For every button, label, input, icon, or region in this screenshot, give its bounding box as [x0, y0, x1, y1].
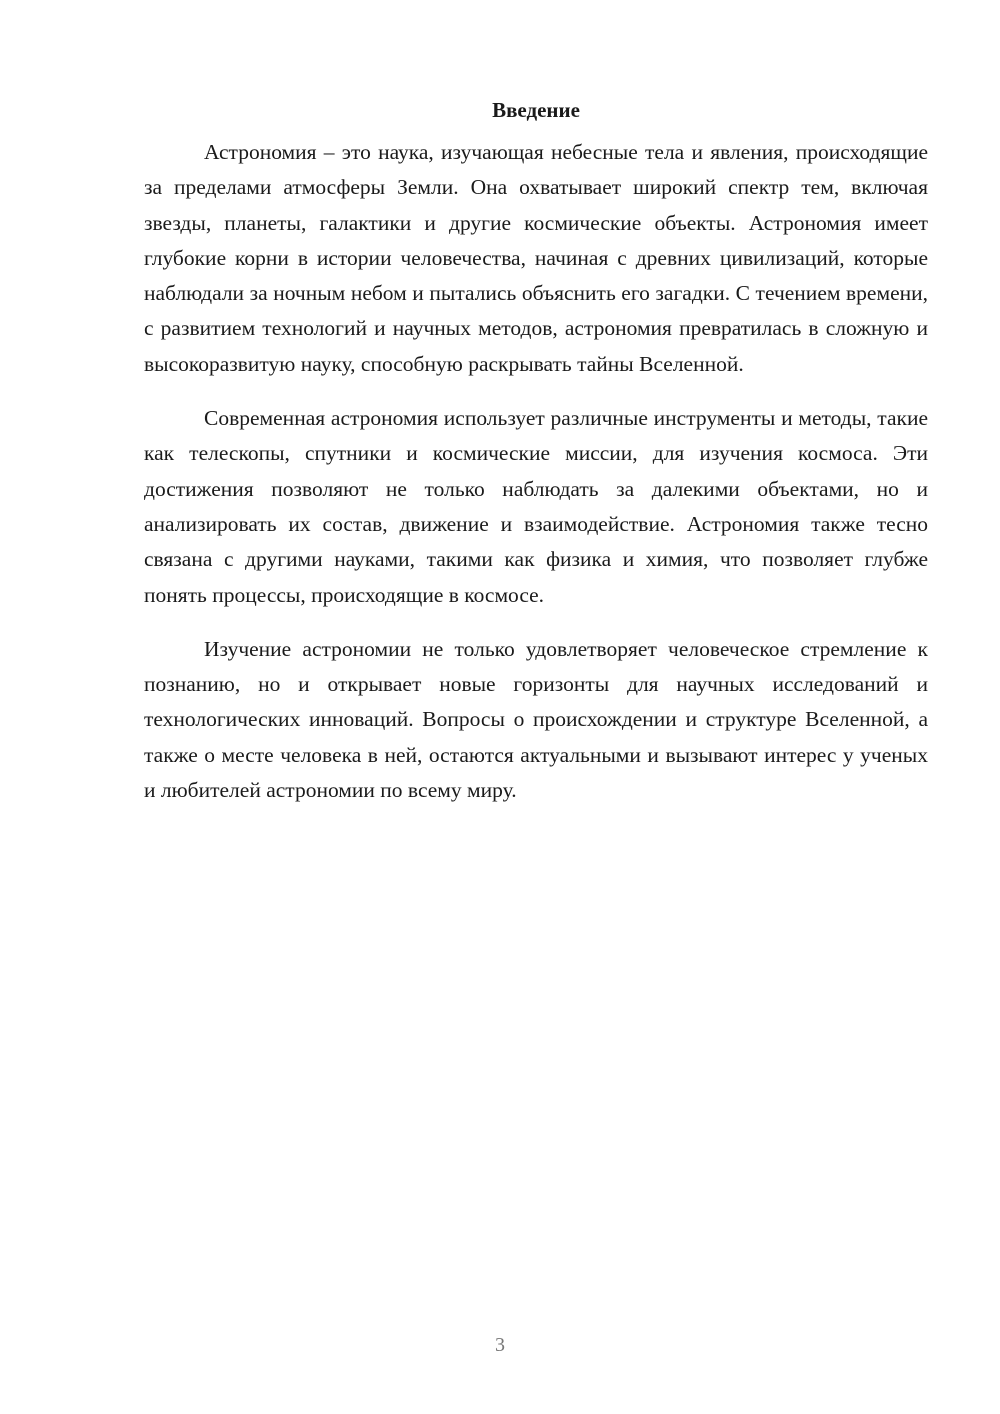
paragraph-1: Астрономия – это наука, изучающая небесные тела и явления, происходящие за пределами атмосферы Земли. Она охватывает широкий спектр тем, включая звезды, планеты, галактики и другие космические объекты. Астрономия имеет глубокие корни в истории человечества, начиная с древних цивилизаций, которые наблюдали за ночным небом и пытались объяснить его загадки. С течением времени, с развитием технологий и научных методов, астрономия превратилась в сложную и высокоразвитую науку, способную раскрывать тайны Вселенной.: [144, 140, 928, 376]
page-content: [144, 96, 928, 827]
paragraph-2: Современная астрономия использует различные инструменты и методы, такие как телескопы, спутники и космические миссии, для изучения космоса. Эти достижения позволяют не только наблюдать за далекими объектами, но и анализировать их состав, движение и взаимодействие. Астрономия также тесно связана с другими науками, такими как физика и химия, что позволяет глубже понять процессы, происходящие в космосе.: [144, 406, 928, 607]
section-title: Введение: [492, 98, 580, 122]
page-number: 3: [495, 1334, 505, 1356]
paragraph-3: Изучение астрономии не только удовлетворяет человеческое стремление к познанию, но и открывает новые горизонты для научных исследований и технологических инноваций. Вопросы о происхождении и структуре Вселенной, а также о месте человека в ней, остаются актуальными и вызывают интерес у ученых и любителей астрономии по всему миру.: [144, 636, 928, 803]
